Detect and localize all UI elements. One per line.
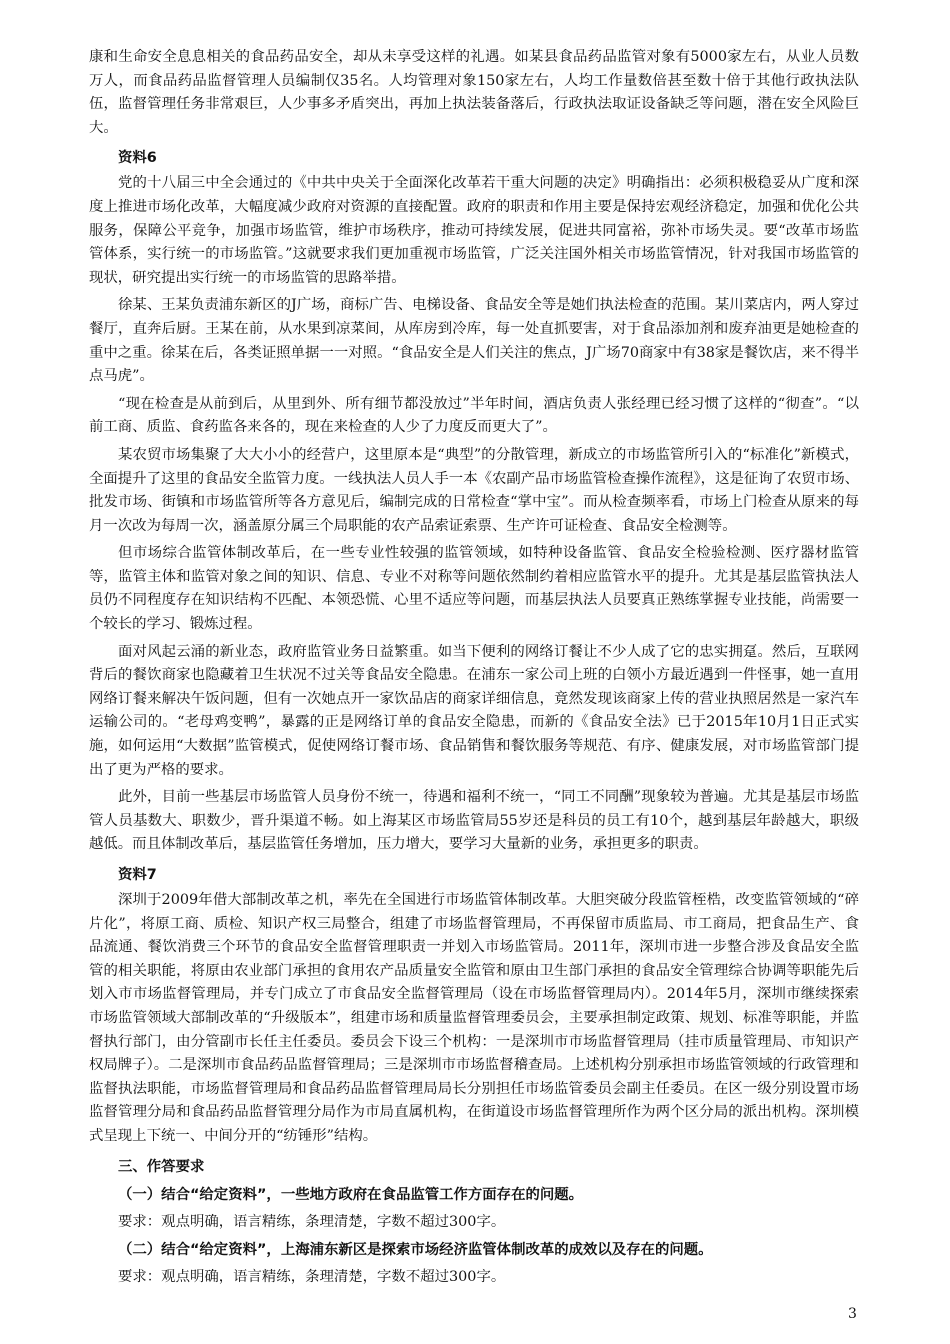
question-2: （二）结合“给定资料”，上海浦东新区是探索市场经济监管体制改革的成效以及存在的问题。 xyxy=(118,1242,713,1259)
material-6-paragraph-3: “现在检查是从前到后，从里到外、所有细节都没放过”半年时间，酒店负责人张经理已经习惯了这样的“彻查”。“以前工商、质监、食药监各来各的，现在来检查的人少了力度反而更大了”。 xyxy=(89,395,859,436)
material-6-paragraph-7: 此外，目前一些基层市场监管人员身份不统一，待遇和福利不统一，“同工不同酬”现象较为普遍。尤其是基层市场监管人员基数大、职数少，晋升渠道不畅。如上海某区市场监管局55岁还是科员的员工有10个，越到基层年龄越大，职级越低。而且体制改革后，基层监管任务增加，压力增大，要学习大量新的业务，承担更多的职责。 xyxy=(89,789,859,853)
material-6-paragraph-4: 某农贸市场集聚了大大小小的经营户，这里原本是“典型”的分散管理，新成立的市场监管所引入的“标准化”新模式，全面提升了这里的食品安全监管力度。一线执法人员人手一本《农副产品市场监管检查操作流程》，这是征询了农贸市场、批发市场、街镇和市场监管所等各方意见后，编制完成的日常检查“掌中宝”。而从检查频率看，市场上门检查从原来的每月一次改为每周一次，涵盖原分属三个局职能的农产品索证索票、生产许可证检查、食品安全检测等。 xyxy=(89,446,859,534)
intro-paragraph: 康和生命安全息息相关的食品药品安全，却从未享受这样的礼遇。如某县食品药品监管对象有5000家左右，从业人员数万人，而食品药品监督管理人员编制仅35名。人均管理对象150家左右，人均工作量数倍甚至数十倍于其他行政执法队伍，监督管理任务非常艰巨，人少事多矛盾突出，再加上执法装备落后，行政执法取证设备缺乏等问题，潜在安全风险巨大。 xyxy=(89,49,859,136)
question-1: （一）结合“给定资料”，一些地方政府在食品监管工作方面存在的问题。 xyxy=(118,1186,584,1203)
material-7-paragraph-1: 深圳于2009年借大部制改革之机，率先在全国进行市场监管体制改革。大胆突破分段监管桎梏，改变监管领域的“碎片化”，将原工商、质检、知识产权三局整合，组建了市场监督管理局，不再保留市质监局、市工商局，把食品生产、食品流通、餐饮消费三个环节的食品安全监督管理职责一并划入市场监管局。2011年，深圳市进一步整合涉及食品安全监管的相关职能，将原由农业部门承担的食用农产品质量安全监管和原由卫生部门承担的食品安全管理综合协调等职能先后划入市市场监督管理局，并专门成立了市食品安全监督管理局（设在市场监督管理局内）。2014年5月，深圳市继续探索市场监管领域大部制改革的“升级版本”，组建市场和质量监督管理委员会，主要承担制定政策、规划、标准等职能，并监督执行部门，由分管副市长任主任委员。委员会下设三个机构：一是深圳市市场监督管理局（挂市质量管理局、市知识产权局牌子）。二是深圳市食品药品监督管理局；三是深圳市市场监督稽查局。上述机构分别承担市场监管领域的行政管理和监督执法职能，市场监督管理局和食品药品监督管理局局长分别担任市场监管委员会副主任委员。在区一级分别设置市场监督管理分局和食品药品监督管理分局作为市局直属机构，在街道设市场监督管理所作为两个区分局的派出机构。深圳模式呈现上下统一、中间分开的“纺锤形”结构。 xyxy=(89,892,859,1144)
material-6-paragraph-1: 党的十八届三中全会通过的《中共中央关于全面深化改革若干重大问题的决定》明确指出：必须积极稳妥从广度和深度上推进市场化改革，大幅度减少政府对资源的直接配置。政府的职责和作用主要是保持宏观经济稳定，加强和优化公共服务，保障公平竞争，加强市场监管，维护市场秩序，推动可持续发展，促进共同富裕，弥补市场失灵。要“改革市场监管体系，实行统一的市场监管。”这就要求我们更加重视市场监管，广泛关注国外相关市场监管情况，针对我国市场监管的现状，研究提出实行统一的市场监管的思路举措。 xyxy=(89,175,859,286)
material-6-paragraph-2: 徐某、王某负责浦东新区的J广场，商标广告、电梯设备、食品安全等是她们执法检查的范围。某川菜店内，两人穿过餐厅，直奔后厨。王某在前，从水果到凉菜间，从库房到冷库，每一处直抓要害，对于食品添加剂和废弃油更是她检查的重中之重。徐某在后，各类证照单据一一对照。“食品安全是人们关注的焦点，J广场70商家中有38家是餐饮店，来不得半点马虎”。 xyxy=(89,297,859,385)
question-1-requirement: 要求：观点明确，语言精练，条理清楚，字数不超过300字。 xyxy=(118,1213,506,1230)
page-number: 3 xyxy=(848,1306,857,1322)
document-body xyxy=(89,46,859,1290)
material-6-paragraph-5: 但市场综合监管体制改革后，在一些专业性较强的监管领域，如特种设备监管、食品安全检验检测、医疗器材监管等，监管主体和监管对象之间的知识、信息、专业不对称等问题依然制约着相应监管水平的提升。尤其是基层监管执法人员仍不同程度存在知识结构不匹配、本领恐慌、心里不适应等问题，而基层执法人员要真正熟练掌握专业技能，尚需要一个较长的学习、锻炼过程。 xyxy=(89,545,859,633)
question-2-requirement: 要求：观点明确，语言精练，条理清楚，字数不超过300字。 xyxy=(118,1269,506,1286)
section-heading-material-7: 资料7 xyxy=(118,867,157,883)
material-6-paragraph-6: 面对风起云涌的新业态，政府监管业务日益繁重。如当下便利的网络订餐让不少人成了它的忠实拥趸。然后，互联网背后的餐饮商家也隐藏着卫生状况不过关等食品安全隐患。在浦东一家公司上班的白领小方最近遇到一件怪事，她一直用网络订餐来解决午饭问题，但有一次她点开一家饮品店的商家详细信息，竟然发现该商家上传的营业执照居然是一家汽车运输公司的。“老母鸡变鸭”，暴露的正是网络订单的食品安全隐患，而新的《食品安全法》已于2015年10月1日正式实施，如何运用“大数据”监管模式，促使网络订餐市场、食品销售和餐饮服务等规范、有序、健康发展，对市场监管部门提出了更为严格的要求。 xyxy=(89,643,859,778)
section-heading-material-6: 资料6 xyxy=(118,150,157,167)
section-heading-answer-requirements: 三、作答要求 xyxy=(118,1158,205,1175)
